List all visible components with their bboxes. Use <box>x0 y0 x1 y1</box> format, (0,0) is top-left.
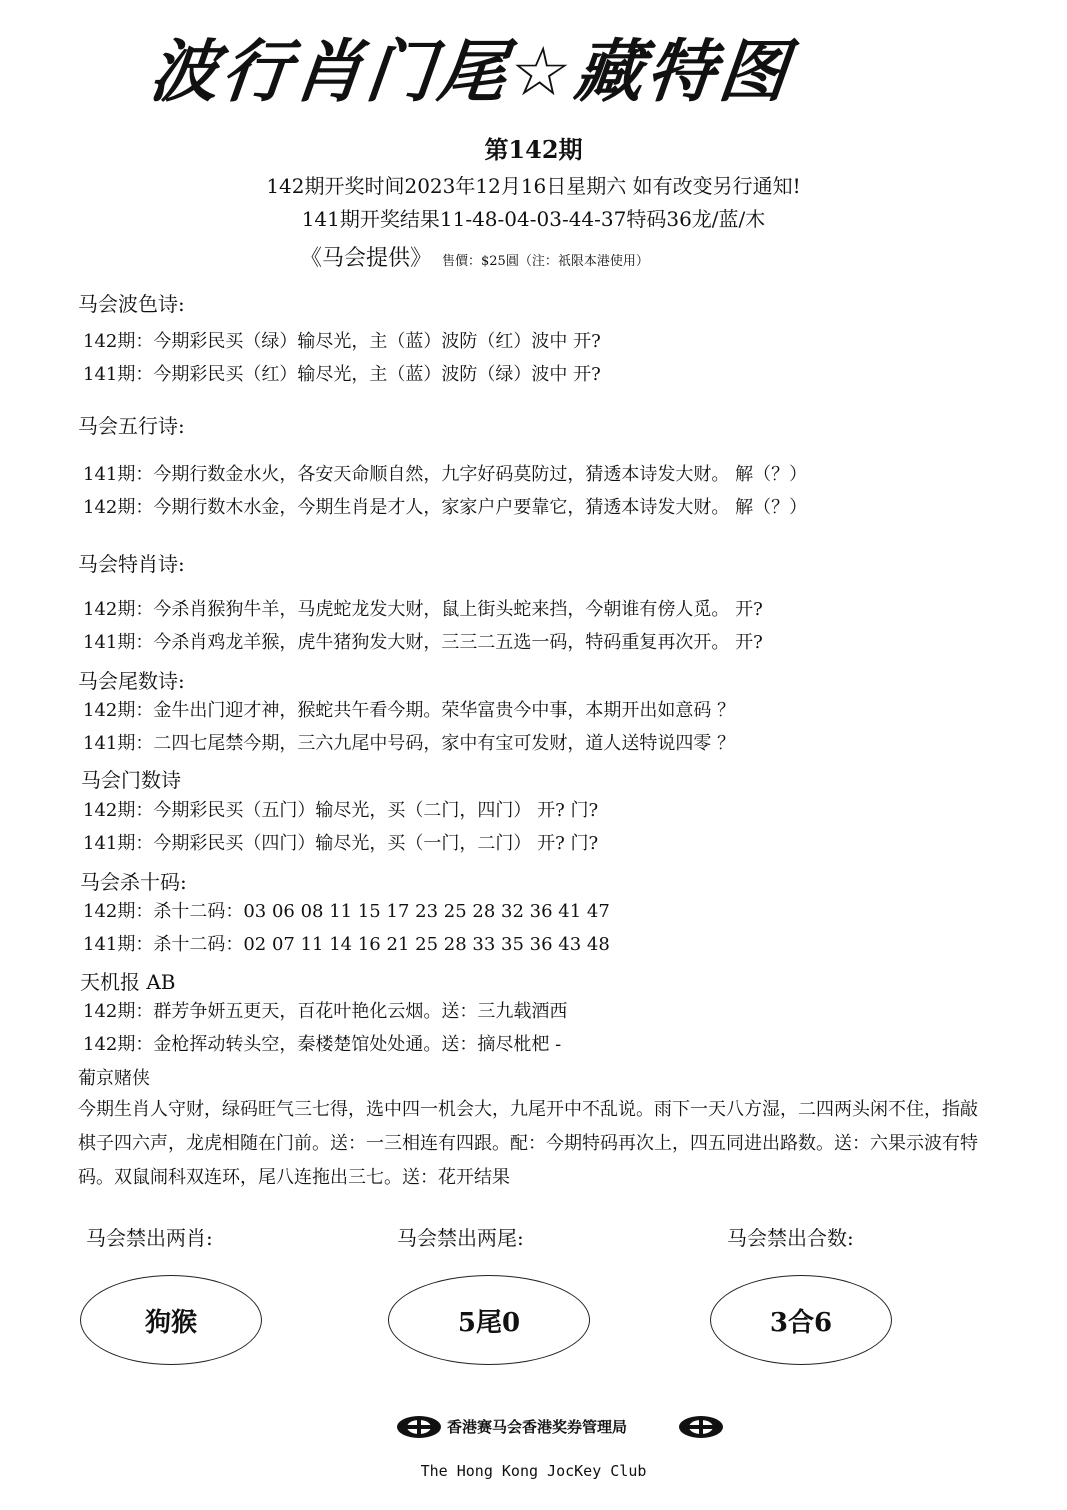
footer-org-name: 香港赛马会香港奖券管理局 <box>447 1418 628 1436</box>
price-note: 售價：$25圓（注：祇限本港使用） <box>442 254 649 269</box>
last-result: 141期开奖结果11-48-04-03-44-37特码36龙/蓝/木 <box>301 207 766 231</box>
poem-line: 141期：今期行数金水火，各安天命顺自然，九字好码莫防过，猜透本诗发大财。 解（？） <box>83 464 808 485</box>
section-title-menshu: 马会门数诗 <box>81 768 181 792</box>
ban-wei-value: 5尾0 <box>457 1307 521 1338</box>
poem-line: 142期：金牛出门迎才神，猴蛇共午看今期。荣华富贵今中事，本期开出如意码 ？ <box>83 700 736 721</box>
section-title-weishu: 马会尾数诗: <box>78 669 185 693</box>
poem-line: 141期：今杀肖鸡龙羊猴，虎牛猪狗发大财，三三二五选一码，特码重复再次开。 开? <box>83 632 763 653</box>
provider: 《马会提供》 <box>300 246 433 271</box>
poem-line: 142期：金枪挥动转头空，秦楼楚馆处处通。送：摘尽枇杷 - <box>83 1034 562 1055</box>
jockey-club-logo-icon <box>395 1414 443 1440</box>
pujing-paragraph: 今期生肖人守财，绿码旺气三七得，选中四一机会大，九尾开中不乱说。雨下一天八方湿，二四两头闲不住，指敲棋子四六声，龙虎相随在门前。送：一三相连有四跟。配：今期特码再次上，四五同进出路数。送：六果示波有特码。双鼠闹科双连环，尾八连拖出三七。送：花开结果 <box>78 1099 978 1188</box>
poem-line: 142期：群芳争妍五更天，百花叶艳化云烟。送：三九载酒西 <box>83 1001 568 1022</box>
footer-org <box>395 1412 725 1444</box>
section-title-wuxing: 马会五行诗: <box>78 414 185 438</box>
ban-xiao-ellipse <box>80 1275 262 1365</box>
section-title-texiao: 马会特肖诗: <box>78 552 185 576</box>
section-title-tianji: 天机报 AB <box>80 970 176 994</box>
ban-wei-label: 马会禁出两尾: <box>397 1226 524 1250</box>
ban-xiao-value: 狗猴 <box>144 1307 197 1338</box>
poem-line: 142期：今期彩民买（五门）输尽光，买（二门，四门） 开? 门? <box>83 800 599 821</box>
poem-line: 142期：今期彩民买（绿）输尽光，主（蓝）波防（红）波中 开? <box>83 331 601 352</box>
ban-heshu-ellipse <box>710 1275 892 1365</box>
footer-english-name: The Hong Kong JocKey Club <box>420 1462 647 1480</box>
page-title: 波行肖门尾☆藏特图 <box>145 33 796 112</box>
kill-numbers-line: 142期：杀十二码：03 06 08 11 15 17 23 25 28 32 36 41 47 <box>83 901 610 922</box>
ban-heshu-value: 3合6 <box>769 1307 833 1338</box>
ban-wei-ellipse <box>388 1275 590 1365</box>
section-title-pujing: 葡京赌侠 <box>78 1068 150 1089</box>
jockey-club-logo-icon <box>677 1414 725 1440</box>
poem-line: 141期：今期彩民买（四门）输尽光，买（一门，二门） 开? 门? <box>83 833 599 854</box>
poem-line: 142期：今杀肖猴狗牛羊，马虎蛇龙发大财，鼠上街头蛇来挡，今朝谁有傍人觅。 开? <box>83 599 763 620</box>
poem-line: 141期：今期彩民买（红）输尽光，主（蓝）波防（绿）波中 开? <box>83 364 601 385</box>
poem-line: 141期：二四七尾禁今期，三六九尾中号码，家中有宝可发财，道人送特说四零 ？ <box>83 733 736 754</box>
poem-line: 142期：今期行数木水金，今期生肖是才人，家家户户要靠它，猜透本诗发大财。 解（？） <box>83 497 808 518</box>
ban-heshu-label: 马会禁出合数: <box>727 1226 854 1250</box>
ban-xiao-label: 马会禁出两肖: <box>86 1226 213 1250</box>
draw-time: 142期开奖时间2023年12月16日星期六 如有改变另行通知! <box>266 174 801 198</box>
section-title-shama: 马会杀十码: <box>80 870 187 894</box>
section-title-bose: 马会波色诗: <box>78 292 185 316</box>
issue-number: 第142期 <box>484 135 583 164</box>
provider-line <box>300 241 649 272</box>
kill-numbers-line: 141期：杀十二码：02 07 11 14 16 21 25 28 33 35 36 43 48 <box>83 934 610 955</box>
